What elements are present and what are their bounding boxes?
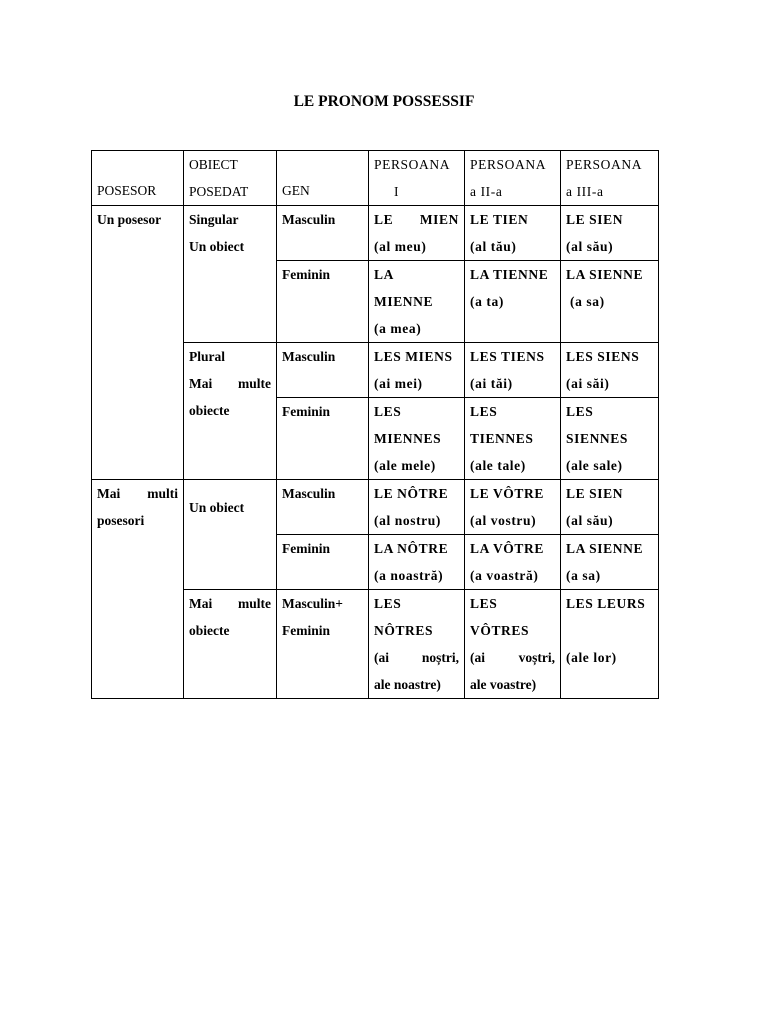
translation: (ai tăi) [470,376,513,391]
pronoun-le-tien: LE TIEN [470,212,529,227]
cell-p2 [465,206,561,261]
header-p1-line1: PERSOANA [374,157,451,172]
header-persoana-2 [465,151,561,206]
pronoun-la-sienne: LA SIENNE [566,541,644,556]
pronoun-les-siens: LES SIENS [566,349,640,364]
cell-p2 [465,398,561,480]
header-p3-line2: a III-a [566,184,604,199]
translation: (ai săi) [566,376,610,391]
translation: (a sa) [566,294,605,309]
cell-p3 [561,398,659,480]
cell-mai-multe-obiecte [184,590,277,699]
cell-gender-feminin [277,261,369,343]
pronoun-miennes: MIENNES [374,431,442,446]
label-feminin: Feminin [282,404,331,419]
header-persoana-1 [369,151,465,206]
pronoun-la: LA [374,267,394,282]
cell-p2 [465,480,561,535]
translation: (a voastră) [470,568,539,583]
cell-p1 [369,206,465,261]
pronoun-tiennes: TIENNES [470,431,534,446]
label-obiecte: obiecte [189,403,230,418]
cell-p2 [465,261,561,343]
translation: (al său) [566,513,614,528]
header-posesor-text: POSESOR [97,183,157,198]
cell-mai-multi-posesori [92,480,184,699]
translation: (ale mele) [374,458,436,473]
translation: (ai voștri, [470,650,555,665]
label-masculin: Masculin [282,486,336,501]
pronoun-les-leurs: LES LEURS [566,596,646,611]
translation: (ale sale) [566,458,623,473]
translation: (al tău) [470,239,517,254]
pronoun-notres: NÔTRES [374,623,434,638]
pronoun-le-sien: LE SIEN [566,486,624,501]
table-row [92,206,659,261]
cell-p1 [369,590,465,699]
cell-gender-feminin [277,398,369,480]
cell-p1 [369,535,465,590]
translation: (ai noștri, [374,650,459,665]
header-gen-text: GEN [282,183,310,198]
pronoun-le-sien: LE SIEN [566,212,624,227]
label-un-posesor: Un posesor [97,212,162,227]
cell-gender-masculin [277,480,369,535]
header-persoana-3 [561,151,659,206]
pronoun-les: LES [374,596,402,611]
cell-p3 [561,590,659,699]
cell-p1 [369,398,465,480]
header-p3-line1: PERSOANA [566,157,643,172]
label-mai-multe: Mai multe [189,376,271,391]
cell-p2 [465,343,561,398]
translation: ale voastre) [470,677,537,692]
header-p2-line1: PERSOANA [470,157,547,172]
label-masculin: Masculin [282,212,336,227]
table-row [92,480,659,535]
label-feminin: Feminin [282,267,331,282]
translation: (a noastră) [374,568,444,583]
header-obiect-line1: OBIECT [189,157,238,172]
header-posesor [92,151,184,206]
cell-singular [184,206,277,343]
header-p2-line2: a II-a [470,184,503,199]
pronoun-la-tienne: LA TIENNE [470,267,549,282]
header-obiect-line2: POSEDAT [189,184,249,199]
pronoun-votres: VÔTRES [470,623,530,638]
translation: (al vostru) [470,513,537,528]
cell-p3 [561,343,659,398]
possessive-pronoun-table [91,150,659,699]
pronoun-les-miens: LES MIENS [374,349,453,364]
label-un-obiect: Un obiect [189,500,245,515]
translation: (ai mei) [374,376,423,391]
page-title: LE PRONOM POSSESSIF [293,93,475,110]
pronoun-les: LES [566,404,594,419]
pronoun-siennes: SIENNES [566,431,628,446]
cell-p2 [465,535,561,590]
pronoun-le-votre: LE VÔTRE [470,486,544,501]
translation: (a mea) [374,321,422,336]
pronoun-les-tiens: LES TIENS [470,349,545,364]
cell-p2 [465,590,561,699]
label-masculin: Masculin [282,349,336,364]
translation: ale noastre) [374,677,441,692]
label-mai-multe: Mai multe [189,596,271,611]
cell-p1 [369,480,465,535]
label-obiecte: obiecte [189,623,230,638]
pronoun-la-notre: LA NÔTRE [374,541,449,556]
cell-gender-masculin-feminin [277,590,369,699]
header-obiect-posedat [184,151,277,206]
cell-p1 [369,261,465,343]
cell-gender-masculin [277,343,369,398]
label-mai-multi: Mai multi [97,486,178,501]
cell-p3 [561,480,659,535]
pronoun-le-mien: LE MIEN [374,212,459,227]
header-gen [277,151,369,206]
cell-p3 [561,206,659,261]
header-row [92,151,659,206]
translation: (a ta) [470,294,504,309]
pronoun-mienne: MIENNE [374,294,434,309]
cell-un-posesor [92,206,184,480]
cell-p3 [561,535,659,590]
pronoun-les: LES [374,404,402,419]
cell-plural [184,343,277,480]
cell-gender-masculin [277,206,369,261]
translation: (ale tale) [470,458,526,473]
label-posesori: posesori [97,513,145,528]
pronoun-la-votre: LA VÔTRE [470,541,544,556]
label-masculin-plus: Masculin+ [282,596,343,611]
pronoun-la-sienne: LA SIENNE [566,267,644,282]
cell-p3 [561,261,659,343]
label-feminin: Feminin [282,541,331,556]
label-singular: Singular [189,212,239,227]
label-un-obiect: Un obiect [189,239,245,254]
cell-p1 [369,343,465,398]
pronoun-les: LES [470,596,498,611]
translation: (ale lor) [566,650,617,665]
label-feminin: Feminin [282,623,331,638]
cell-gender-feminin [277,535,369,590]
cell-un-obiect [184,480,277,590]
pronoun-le-notre: LE NÔTRE [374,486,449,501]
pronoun-les: LES [470,404,498,419]
translation: (al nostru) [374,513,441,528]
translation: (al său) [566,239,614,254]
label-plural: Plural [189,349,225,364]
header-p1-line2: I [394,184,400,199]
translation: (al meu) [374,239,427,254]
translation: (a sa) [566,568,601,583]
